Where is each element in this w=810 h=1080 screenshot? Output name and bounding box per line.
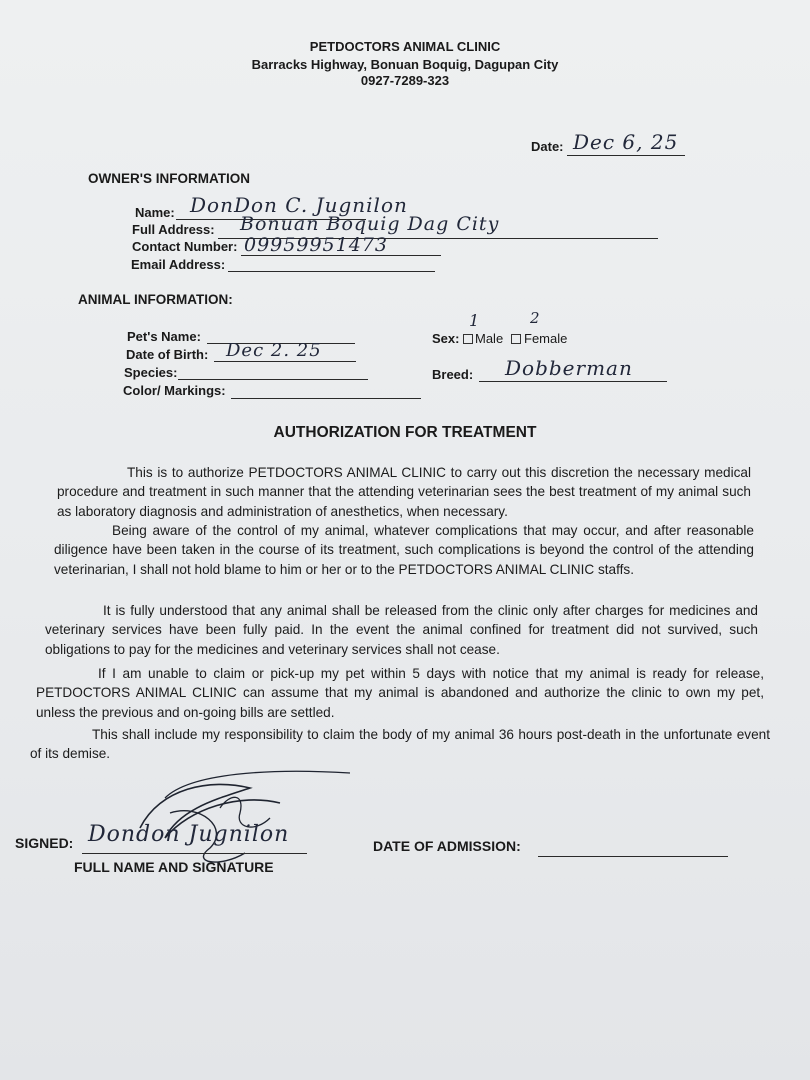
sex-label: Sex: — [432, 331, 460, 346]
owner-email-label: Email Address: — [131, 257, 226, 272]
date-value: Dec 6, 25 — [573, 130, 679, 154]
dob-value: Dec 2. 25 — [226, 340, 322, 361]
clinic-address: Barracks Highway, Bonuan Boquig, Dagupan City — [251, 57, 559, 72]
auth-p4-text: If I am unable to claim or pick-up my pet within 5 days with notice that my animal is ready for release, PETDOCTORS ANIMAL CLINIC can assume that my animal is abandoned and authorize the clinic to own my pet, unless the previous and on-going bills are settled. — [36, 666, 764, 720]
species-label: Species: — [124, 365, 178, 380]
auth-paragraph-4 — [36, 664, 764, 722]
breed-label: Breed: — [432, 367, 474, 382]
dob-line — [214, 361, 356, 362]
color-label: Color/ Markings: — [123, 383, 226, 398]
signed-label: SIGNED: — [15, 835, 74, 851]
pet-name-label: Pet's Name: — [127, 329, 201, 344]
breed-line — [479, 381, 667, 382]
owner-name-value: DonDon C. Jugnilon — [190, 193, 408, 217]
owner-heading: OWNER'S INFORMATION — [88, 171, 250, 186]
clinic-phone: 0927-7289-323 — [360, 73, 450, 88]
female-count: 2 — [530, 309, 541, 327]
owner-contact-value: 09959951473 — [244, 234, 388, 256]
clinic-name: PETDOCTORS ANIMAL CLINIC — [309, 39, 501, 54]
female-checkbox[interactable] — [511, 334, 521, 344]
authorization-title: AUTHORIZATION FOR TREATMENT — [273, 424, 537, 441]
date-label: Date: — [531, 139, 564, 154]
male-label: Male — [475, 331, 504, 346]
species-line — [178, 379, 368, 380]
auth-paragraph-5 — [30, 725, 770, 764]
owner-email-line — [228, 271, 435, 272]
animal-heading: ANIMAL INFORMATION: — [78, 292, 233, 307]
admission-line — [538, 856, 728, 857]
admission-label: DATE OF ADMISSION: — [373, 838, 521, 854]
auth-p3-text: It is fully understood that any animal shall be released from the clinic only after charges for medicines and veterinary services have been fully paid. In the event the animal confined for treatment did not survived, such obligations to pay for the medicines and veterinary services shall not cease. — [45, 603, 758, 657]
owner-address-label: Full Address: — [132, 222, 215, 237]
auth-p5-text: This shall include my responsibility to claim the body of my animal 36 hours post-death in the unfortunate event of its demise. — [30, 727, 770, 762]
male-checkbox[interactable] — [463, 334, 473, 344]
female-label: Female — [524, 331, 568, 346]
auth-p1-text: This is to authorize PETDOCTORS ANIMAL CLINIC to carry out this discretion the necessary medical procedure and treatment in such manner that the attending veterinarian sees the best treatment of my animal such as laboratory diagnosis and administration of anesthetics, when necessary. — [57, 465, 751, 519]
breed-value: Dobberman — [505, 356, 633, 380]
date-underline — [567, 155, 685, 156]
signature-caption: FULL NAME AND SIGNATURE — [74, 859, 274, 875]
male-count: 1 — [469, 311, 481, 330]
color-line — [231, 398, 421, 399]
auth-paragraph-1 — [57, 463, 751, 521]
dob-label: Date of Birth: — [126, 347, 209, 362]
auth-paragraph-2 — [54, 521, 754, 579]
auth-p2-text: Being aware of the control of my animal, whatever complications that may occur, and after reasonable diligence have been taken in the course of its treatment, such complications is beyond the control of the attending veterinarian, I shall not hold blame to him or her or to the PETDOCTORS ANIMAL CLINIC staffs. — [54, 523, 754, 577]
owner-address-value: Bonuan Boquig Dag City — [240, 213, 500, 235]
owner-name-label: Name: — [135, 205, 175, 220]
signature-line — [82, 853, 307, 854]
owner-contact-label: Contact Number: — [132, 239, 238, 254]
signed-value: Dondon Jugnilon — [88, 822, 290, 847]
auth-paragraph-3 — [45, 601, 758, 659]
